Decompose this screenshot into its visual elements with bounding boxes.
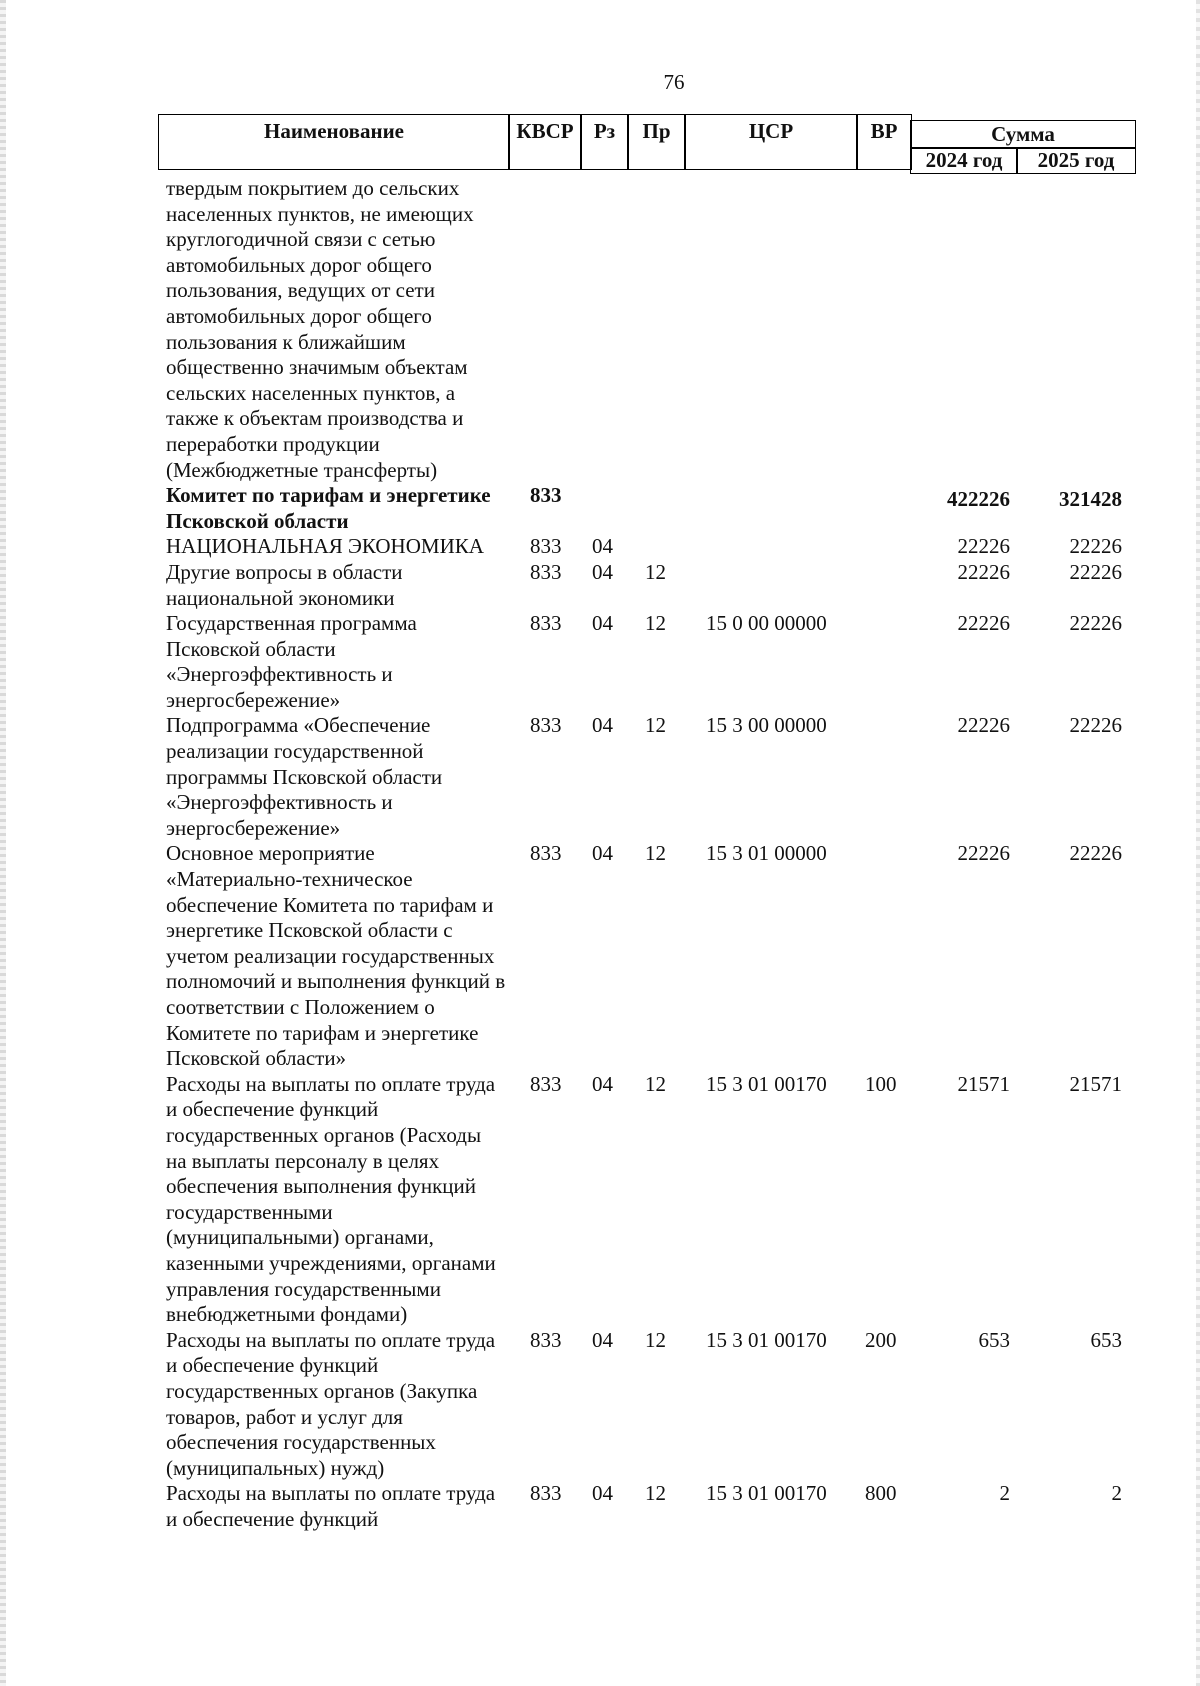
cell-sum-2025: 22226 (1069, 713, 1122, 738)
header-csr: ЦСР (748, 119, 794, 143)
cell-name: Основное мероприятие «Материально-техническое обеспечение Комитета по тарифам и энергетике Псковской области с учетом реализации государственных полномочий и выполнения функций в соответствии с Положением о Комитете по тарифам и энергетике Псковской области» (166, 841, 506, 1071)
cell-rz: 04 (592, 534, 613, 559)
cell-pr: 12 (645, 559, 666, 584)
header-pr-cell (627, 114, 686, 170)
cell-csr: 15 3 01 00170 (706, 1071, 827, 1096)
cell-rz: 04 (592, 1481, 613, 1506)
cell-name: твердым покрытием до сельских населенных пунктов, не имеющих круглогодичной связи с сетью автомобильных дорог общего пользования, ведущих от сети автомобильных дорог общего пользования к ближайшим общественно значимым объектам сельских населенных пунктов, а также к объектам производства и переработки продукции (Межбюджетные трансферты) (166, 176, 474, 482)
cell-csr: 15 0 00 00000 (706, 611, 827, 636)
cell-sum-2025: 2 (1111, 1481, 1122, 1506)
cell-pr: 12 (645, 611, 666, 636)
cell-kvsr: 833 (530, 1327, 562, 1352)
cell-sum-2025: 321428 (1059, 487, 1122, 512)
cell-kvsr: 833 (530, 483, 562, 508)
table-row (0, 611, 1200, 713)
cell-sum-2024: 653 (978, 1327, 1010, 1352)
cell-sum-2024: 22226 (957, 611, 1010, 636)
header-name-cell (158, 114, 510, 170)
cell-csr: 15 3 01 00170 (706, 1327, 827, 1352)
cell-csr: 15 3 01 00000 (706, 841, 827, 866)
cell-sum-2025: 22226 (1069, 559, 1122, 584)
table-row (0, 534, 1200, 560)
header-summa: Сумма (910, 120, 1136, 149)
header-kvsr-cell (508, 114, 582, 170)
cell-pr: 12 (645, 841, 666, 866)
table-row (0, 483, 1200, 534)
cell-kvsr: 833 (530, 713, 562, 738)
table-body (0, 176, 1200, 1532)
cell-rz: 04 (592, 559, 613, 584)
cell-name: Государственная программа Псковской области «Энергоэффективность и энергосбережение» (166, 611, 417, 712)
cell-sum-2025: 22226 (1069, 534, 1122, 559)
cell-sum-2024: 22226 (957, 559, 1010, 584)
header-kvsr: КВСР (516, 119, 574, 143)
table-row (0, 713, 1200, 841)
cell-name: Расходы на выплаты по оплате труда и обеспечение функций государственных органов (Закупка товаров, работ и услуг для обеспечения государственных (муниципальных) нужд) (166, 1327, 496, 1480)
cell-rz: 04 (592, 713, 613, 738)
cell-sum-2024: 22226 (957, 713, 1010, 738)
cell-kvsr: 833 (530, 611, 562, 636)
cell-kvsr: 833 (530, 1071, 562, 1096)
header-rz: Рз (593, 119, 616, 143)
header-year-2024: 2024 год (910, 147, 1018, 174)
table-row (0, 1072, 1200, 1328)
cell-kvsr: 833 (530, 534, 562, 559)
cell-rz: 04 (592, 611, 613, 636)
cell-vr: 200 (865, 1327, 897, 1352)
cell-rz: 04 (592, 1071, 613, 1096)
header-vr-cell (856, 114, 912, 170)
header-csr-cell (684, 114, 858, 170)
cell-sum-2024: 22226 (957, 534, 1010, 559)
cell-pr: 12 (645, 1481, 666, 1506)
cell-name: Расходы на выплаты по оплате труда и обеспечение функций государственных органов (Расходы на выплаты персоналу в целях обеспечения выполнения функций государственными (муниципальными) органами, казенными учреждениями, органами управления государственными внебюджетными фондами) (166, 1071, 496, 1327)
cell-csr: 15 3 00 00000 (706, 713, 827, 738)
table-row (0, 1328, 1200, 1482)
cell-pr: 12 (645, 1327, 666, 1352)
cell-sum-2024: 2 (999, 1481, 1010, 1506)
table-row (0, 560, 1200, 611)
cell-kvsr: 833 (530, 841, 562, 866)
cell-kvsr: 833 (530, 1481, 562, 1506)
cell-sum-2025: 21571 (1069, 1071, 1122, 1096)
cell-name: Другие вопросы в области национальной экономики (166, 559, 403, 610)
table-row (0, 1481, 1200, 1532)
header-year-2025: 2025 год (1016, 147, 1136, 174)
cell-sum-2024: 21571 (957, 1071, 1010, 1096)
cell-rz: 04 (592, 841, 613, 866)
header-name: Наименование (264, 119, 404, 143)
header-rz-cell (580, 114, 629, 170)
cell-sum-2025: 653 (1090, 1327, 1122, 1352)
table-row (0, 841, 1200, 1071)
page-number: 76 (663, 70, 685, 94)
cell-name: Подпрограмма «Обеспечение реализации государственной программы Псковской области «Энергоэффективность и энергосбережение» (166, 713, 443, 840)
cell-pr: 12 (645, 1071, 666, 1096)
cell-sum-2025: 22226 (1069, 611, 1122, 636)
cell-sum-2024: 422226 (947, 487, 1010, 512)
cell-name: Комитет по тарифам и энергетике Псковской области (166, 483, 491, 533)
cell-kvsr: 833 (530, 559, 562, 584)
header-vr: ВР (870, 119, 898, 143)
cell-pr: 12 (645, 713, 666, 738)
cell-sum-2025: 22226 (1069, 841, 1122, 866)
cell-sum-2024: 22226 (957, 841, 1010, 866)
header-pr: Пр (642, 119, 671, 143)
cell-vr: 100 (865, 1071, 897, 1096)
cell-name: Расходы на выплаты по оплате труда и обеспечение функций (166, 1481, 496, 1531)
table-row (0, 176, 1200, 483)
cell-rz: 04 (592, 1327, 613, 1352)
cell-csr: 15 3 01 00170 (706, 1481, 827, 1506)
cell-name: НАЦИОНАЛЬНАЯ ЭКОНОМИКА (166, 534, 484, 559)
cell-vr: 800 (865, 1481, 897, 1506)
